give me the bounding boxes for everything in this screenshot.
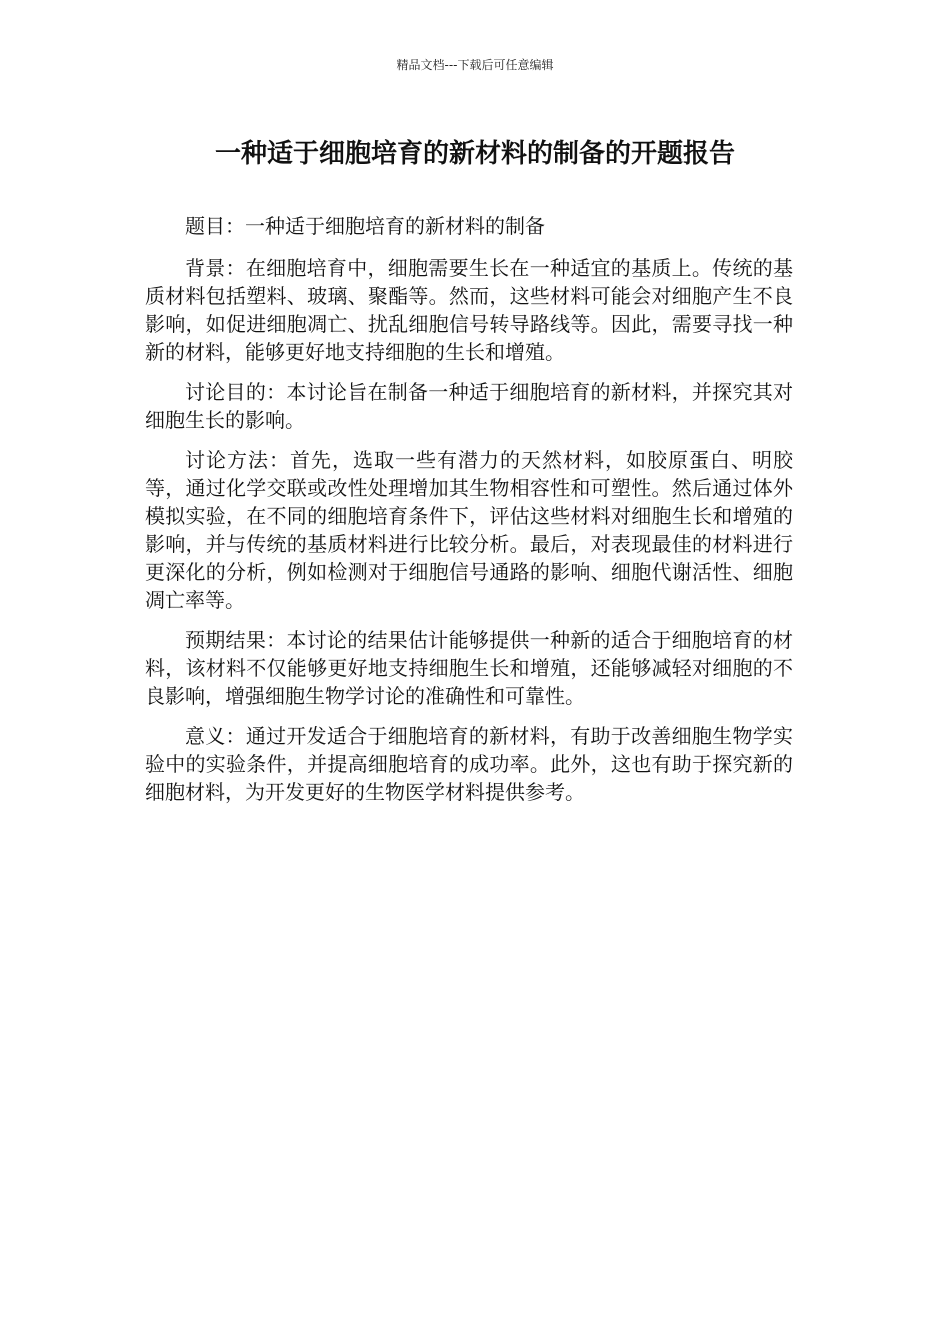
paragraph-expected-results: 预期结果：本讨论的结果估计能够提供一种新的适合于细胞培育的材料，该材料不仅能够更好地支持细胞生长和增殖，还能够减轻对细胞的不良影响，增强细胞生物学讨论的准确性和可靠性。 <box>145 628 793 708</box>
paragraph-significance: 意义：通过开发适合于细胞培育的新材料，有助于改善细胞生物学实验中的实验条件，并提高细胞培育的成功率。此外，这也有助于探究新的细胞材料，为开发更好的生物医学材料提供参考。 <box>145 724 793 804</box>
document-title: 一种适于细胞培育的新材料的制备的开题报告 <box>214 139 735 169</box>
document-body <box>145 212 793 818</box>
paragraph-background: 背景：在细胞培育中，细胞需要生长在一种适宜的基质上。传统的基质材料包括塑料、玻璃、聚酯等。然而，这些材料可能会对细胞产生不良影响，如促进细胞凋亡、扰乱细胞信号转导路线等。因此，需要寻找一种新的材料，能够更好地支持细胞的生长和增殖。 <box>145 256 793 364</box>
paragraph-method: 讨论方法：首先，选取一些有潜力的天然材料，如胶原蛋白、明胶等，通过化学交联或改性处理增加其生物相容性和可塑性。然后通过体外模拟实验，在不同的细胞培育条件下，评估这些材料对细胞生长和增殖的影响，并与传统的基质材料进行比较分析。最后，对表现最佳的材料进行更深化的分析，例如检测对于细胞信号通路的影响、细胞代谢活性、细胞凋亡率等。 <box>145 448 793 612</box>
paragraph-purpose: 讨论目的：本讨论旨在制备一种适于细胞培育的新材料，并探究其对细胞生长的影响。 <box>145 380 793 432</box>
paragraph-topic: 题目：一种适于细胞培育的新材料的制备 <box>185 214 545 238</box>
page-header-note: 精品文档---下载后可任意编辑 <box>396 58 554 72</box>
